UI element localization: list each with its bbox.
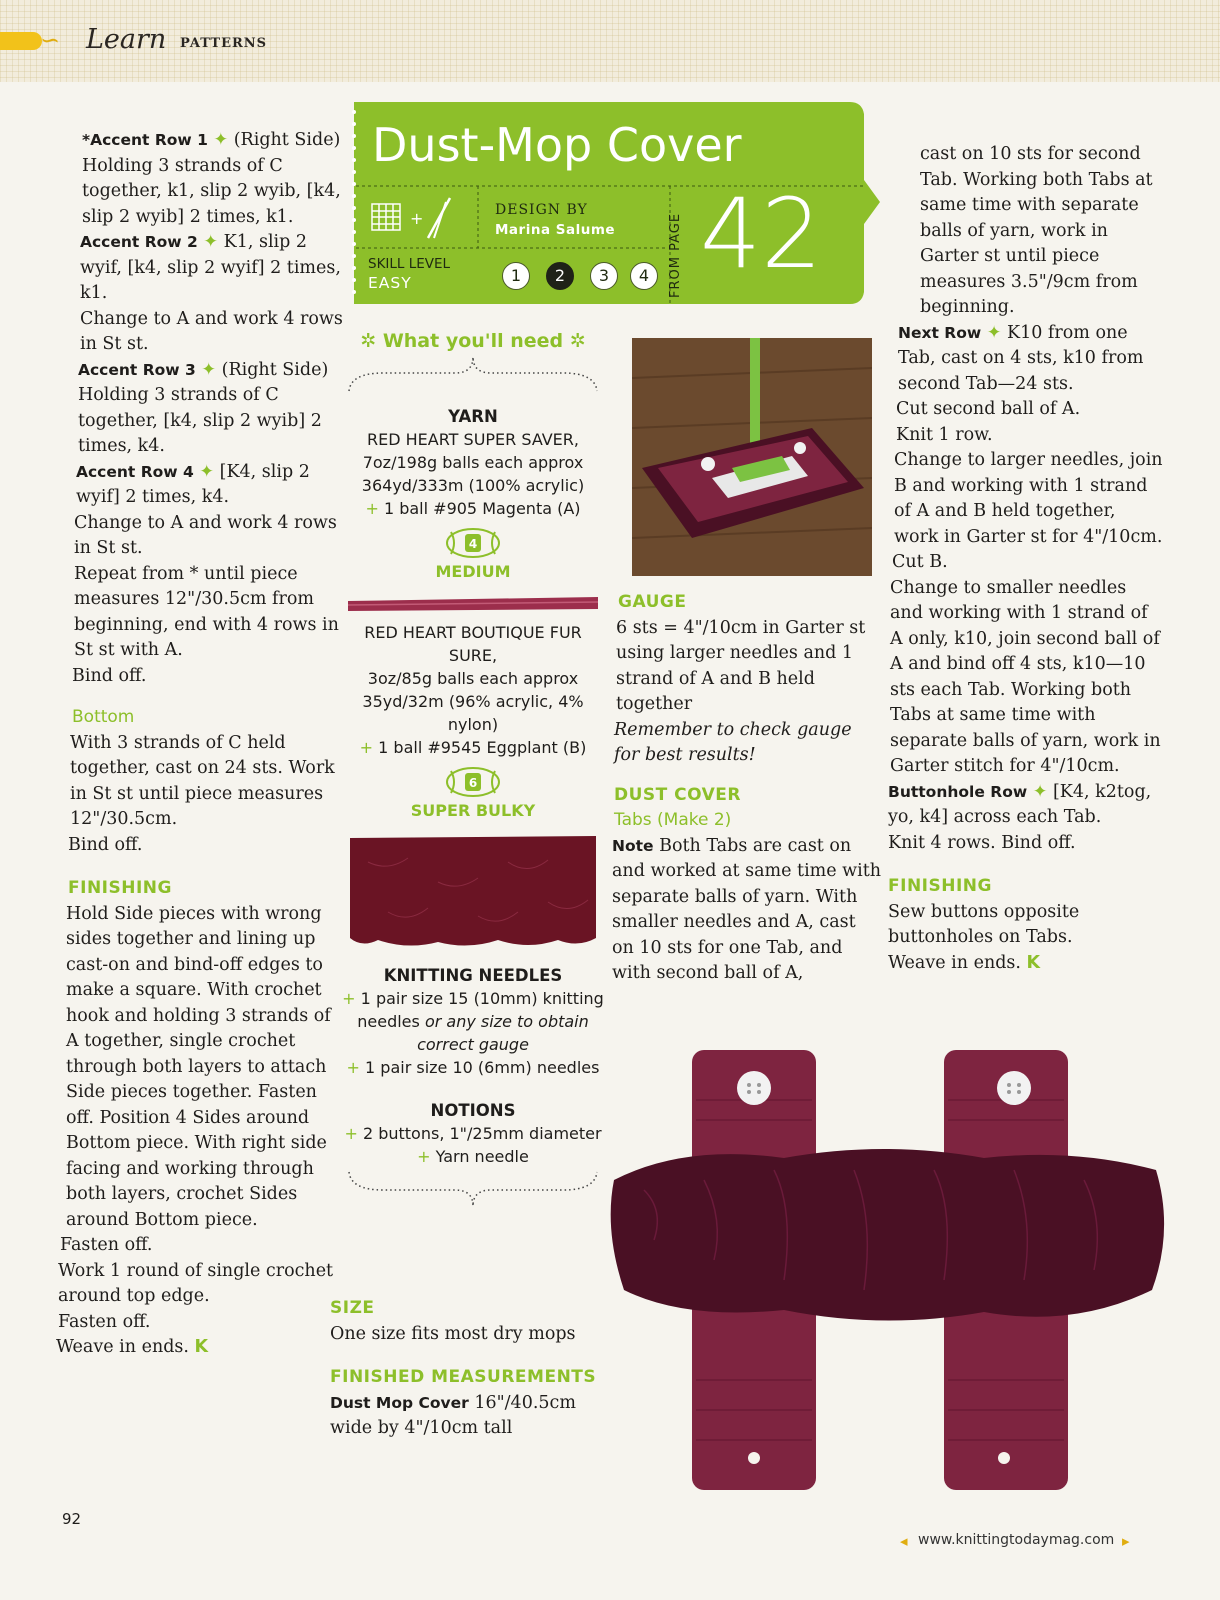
brace-top-divider xyxy=(343,353,603,397)
column-1: *Accent Row 1 ✦ (Right Side) Holding 3 strands of C together, k1, slip 2 wyib, [k4, slip 2 wyib] 2 times, k1. Accent Row 2 ✦ K1, slip 2 wyif, [k4, slip 2 wyif] 2 times, k1. Change to A and work 4 rows in St st. Accent Row 3 ✦ (Right Side) Holding 3 strands of C together, [k4, slip 2 wyib] 2 times, k4. Accent Row 4 ✦ [K4, slip 2 wyif] 2 times, k4. Change to A and work 4 rows in St st. Repeat from * until piece measures 12"/30.5cm from beginning, end with 4 rows in St st with A. Bind off. Bottom With 3 strands of C held together, cast on 24 sts. Work in St st until piece measures 12"/30.5cm. Bind off. FINISHING Hold Side pieces with wrong sides together and lining up cast-on and bind-off edges to make a square. With crochet hook and holding 3 strands of A together, single crochet through both layers to attach Side pieces together. Fasten off. Position 4 Sides around Bottom piece. With right side facing and working through both layers, crochet Sides around Bottom piece. Fasten off. Work 1 round of single crochet around top edge. Fasten off. Weave in ends. K xyxy=(56,128,346,1361)
section-label: PATTERNS xyxy=(180,36,268,51)
accent-row-1-label: *Accent Row 1 xyxy=(82,131,208,149)
materials-column xyxy=(338,330,608,1208)
plus-bullet-icon: + xyxy=(344,1124,358,1143)
dust-cover-heading: DUST COVER xyxy=(614,784,742,805)
accent-row-2-text: K1, slip 2 wyif, [k4, slip 2 wyif] 2 times, k1. xyxy=(80,232,341,303)
accent-row-3-label: Accent Row 3 xyxy=(78,360,196,379)
needles-heading: KNITTING NEEDLES xyxy=(383,966,563,985)
accent-row-2-after: Change to A and work 4 rows in St st. xyxy=(80,308,343,354)
accent-row-4-text: [K4, slip 2 wyif] 2 times, k4. xyxy=(76,461,310,507)
needles2: 1 pair size 10 (6mm) needles xyxy=(365,1058,600,1077)
knit-1-row: Knit 1 row. xyxy=(896,424,993,445)
change-smaller-needles: Change to smaller needles and working with 1 strand of A only, k10, join second ball of A and bind off 4 sts, k10—10 sts each Tab. Working both Tabs at same time with separate balls of yarn, work in Garter stitch for 4"/10cm. xyxy=(890,577,1161,776)
yarn2-qty: 1 ball #9545 Eggplant (B) xyxy=(378,738,587,757)
note-label: Note xyxy=(612,836,654,855)
needles1: 1 pair size 15 (10mm) knitting needles xyxy=(357,989,604,1031)
notion1: 2 buttons, 1"/25mm diameter xyxy=(362,1124,602,1143)
skill-level-4: 4 xyxy=(630,262,658,290)
accent-row-4-label: Accent Row 4 xyxy=(76,462,194,481)
skill-level-3: 3 xyxy=(590,262,618,290)
size-heading: SIZE xyxy=(330,1298,375,1318)
notion2: Yarn needle xyxy=(435,1147,529,1166)
bottom-bind-off: Bind off. xyxy=(68,834,143,855)
svg-text:+: + xyxy=(410,209,424,228)
next-row-label: Next Row xyxy=(898,323,982,342)
buttonhole-row-text: [K4, k2tog, yo, k4] across each Tab. xyxy=(888,781,1152,827)
yarn-weight-medium-icon xyxy=(443,526,503,560)
finishing2-heading: FINISHING xyxy=(888,876,992,896)
eggplant-fur-swatch xyxy=(348,832,598,950)
plus-bullet-icon: + xyxy=(342,989,356,1008)
next-row-text: K10 from one Tab, cast on 4 sts, k10 from second Tab—24 sts. xyxy=(898,322,1144,394)
size-section xyxy=(330,1296,610,1442)
design-by-label: DESIGN BY xyxy=(495,202,588,218)
finishing-text: Hold Side pieces with wrong sides together and lining up cast-on and bind-off edges to make a square. With crochet hook and holding 3 strands of A together, single crochet through both layers to attach Side pieces together. Fasten off. Position 4 Sides around Bottom piece. With right side facing and working through both layers, crochet Sides around Bottom piece. xyxy=(66,903,331,1230)
plus-bullet-icon: + xyxy=(346,1058,360,1077)
yarn2-desc: 3oz/85g balls each approx 35yd/32m (96% acrylic, 4% nylon) xyxy=(362,669,584,734)
k-logo-icon: K xyxy=(1026,952,1041,973)
weave-in-ends-2: Weave in ends. xyxy=(888,952,1021,973)
knit-4-rows: Knit 4 rows. Bind off. xyxy=(888,832,1076,853)
skill-level-2: 2 xyxy=(546,262,574,290)
footer-ornament-icon: ▸ xyxy=(1122,1532,1130,1550)
badge2-label: SUPER BULKY xyxy=(410,801,536,820)
finishing-heading: FINISHING xyxy=(68,878,172,898)
accent-row-1-text: (Right Side) Holding 3 strands of C together, k1, slip 2 wyib, [k4, slip 2 wyib] 2 times, k1. xyxy=(82,130,341,227)
cut-a: Cut second ball of A. xyxy=(896,399,1081,419)
repeat-instruction: Repeat from * until piece measures 12"/30.5cm from beginning, end with 4 rows in St st with A. xyxy=(74,563,339,660)
gauge-reminder: Remember to check gauge for best results! xyxy=(614,719,852,765)
change-larger-needles: Change to larger needles, join B and working with 1 strand of A and B held together, work in Garter st for 4"/10cm. xyxy=(894,450,1163,547)
section-title: Learn xyxy=(86,24,167,55)
gauge-text: 6 sts = 4"/10cm in Garter st using larger needles and 1 strand of A and B held together xyxy=(616,617,866,714)
skill-level-value: EASY xyxy=(368,274,412,292)
footer-url: www.knittingtodaymag.com xyxy=(918,1532,1115,1548)
yarn1-desc: 7oz/198g balls each approx 364yd/333m (100% acrylic) xyxy=(361,453,585,495)
plus-bullet-icon: + xyxy=(365,499,379,518)
finishing2-text: Sew buttons opposite buttonholes on Tabs. xyxy=(888,901,1080,947)
brace-bottom-divider xyxy=(343,1168,603,1208)
yarn1-name: RED HEART SUPER SAVER, xyxy=(367,430,579,449)
header-accent-bar xyxy=(0,32,42,50)
what-you-need-heading: What you'll need xyxy=(382,330,564,352)
fasten-off-2: Fasten off. xyxy=(58,1311,151,1332)
buttonhole-row-label: Buttonhole Row xyxy=(888,782,1028,801)
plus-bullet-icon: + xyxy=(417,1147,431,1166)
gauge-heading: GAUGE xyxy=(618,592,687,612)
knitting-needles-icon xyxy=(424,196,454,240)
skill-level-1: 1 xyxy=(502,262,530,290)
measurements-heading: FINISHED MEASUREMENTS xyxy=(330,1367,597,1387)
yarn-heading: YARN xyxy=(448,407,498,426)
accent-row-3-text: (Right Side) Holding 3 strands of C together, [k4, slip 2 wyib] 2 times, k4. xyxy=(78,359,329,456)
bind-off: Bind off. xyxy=(72,665,147,686)
tabs-subheading: Tabs (Make 2) xyxy=(614,810,732,830)
column-4: cast on 10 sts for second Tab. Working both Tabs at same time with separate balls of yarn, work in Garter st until piece measures 3.5"/9cm from beginning. Next Row ✦ K10 from one Tab, cast on 4 sts, k10 from second Tab—24 sts. Cut second ball of A. Knit 1 row. Change to larger needles, join B and working with 1 strand of A and B held together, work in Garter st for 4"/10cm. Cut B. Change to smaller needles and working with 1 strand of A only, k10, join second ball of A and bind off 4 sts, k10—10 sts each Tab. Working both Tabs at same time with separate balls of yarn, work in Garter stitch for 4"/10cm. Buttonhole Row ✦ [K4, k2tog, yo, k4] across each Tab. Knit 4 rows. Bind off. FINISHING Sew buttons opposite buttonholes on Tabs. Weave in ends. K xyxy=(888,144,1163,973)
round-instruction: Work 1 round of single crochet around top edge. xyxy=(58,1260,334,1306)
star-ornament-icon: ✲ xyxy=(360,330,383,352)
measurements-text: 16"/40.5cm wide by 4"/10cm tall xyxy=(330,1392,576,1438)
skill-level-label: SKILL LEVEL xyxy=(368,256,451,272)
bottom-text: With 3 strands of C held together, cast on 24 sts. Work in St st until piece measures 12"/30.5cm. xyxy=(70,732,335,829)
mop-photo xyxy=(632,338,872,576)
footer-ornament-icon: ◂ xyxy=(900,1532,908,1550)
yarn1-qty: 1 ball #905 Magenta (A) xyxy=(383,499,581,518)
star-ornament-icon: ✲ xyxy=(563,330,586,352)
accent-row-4-after: Change to A and work 4 rows in St st. xyxy=(74,512,337,558)
size-text: One size fits most dry mops xyxy=(330,1323,576,1344)
bottom-heading: Bottom xyxy=(72,707,135,727)
cut-b: Cut B. xyxy=(892,552,948,572)
pattern-title: Dust-Mop Cover xyxy=(372,118,742,172)
notions-heading: NOTIONS xyxy=(430,1101,516,1120)
k-logo-icon: K xyxy=(194,1337,209,1357)
note-text: Both Tabs are cast on and worked at same time with separate balls of yarn. With smaller needles and A, cast on 10 sts for one Tab, and with second ball of A, xyxy=(612,835,882,983)
badge2-number: 6 xyxy=(468,776,478,790)
dust-cover-photo xyxy=(604,1040,1174,1510)
from-page-number: 42 xyxy=(700,178,823,290)
accent-row-2-label: Accent Row 2 xyxy=(80,233,198,251)
designer-name: Marina Salume xyxy=(495,222,616,238)
swirl-ornament-icon: ∽ xyxy=(40,26,61,54)
magenta-yarn-swatch xyxy=(348,593,598,615)
page-number: 92 xyxy=(62,1510,82,1528)
fasten-off-1: Fasten off. xyxy=(60,1235,153,1255)
plus-bullet-icon: + xyxy=(359,738,374,757)
yarn-weight-superbulky-icon xyxy=(443,765,503,799)
needles1-or: or any size to obtain correct gauge xyxy=(417,1012,589,1054)
tab-continuation: cast on 10 sts for second Tab. Working both Tabs at same time with separate balls of yarn, work in Garter st until piece measures 3.5"/9cm from beginning. xyxy=(920,144,1153,317)
from-page-label: FROM PAGE xyxy=(668,212,683,298)
badge1-number: 4 xyxy=(468,537,478,551)
badge1-label: MEDIUM xyxy=(435,562,511,581)
yarn2-name: RED HEART BOUTIQUE FUR SURE, xyxy=(364,623,582,665)
title-tag xyxy=(350,102,880,304)
column-3 xyxy=(612,590,882,987)
knit-grid-icon xyxy=(370,198,470,238)
weave-in-ends: Weave in ends. xyxy=(56,1337,189,1357)
measurements-label: Dust Mop Cover xyxy=(330,1393,469,1412)
